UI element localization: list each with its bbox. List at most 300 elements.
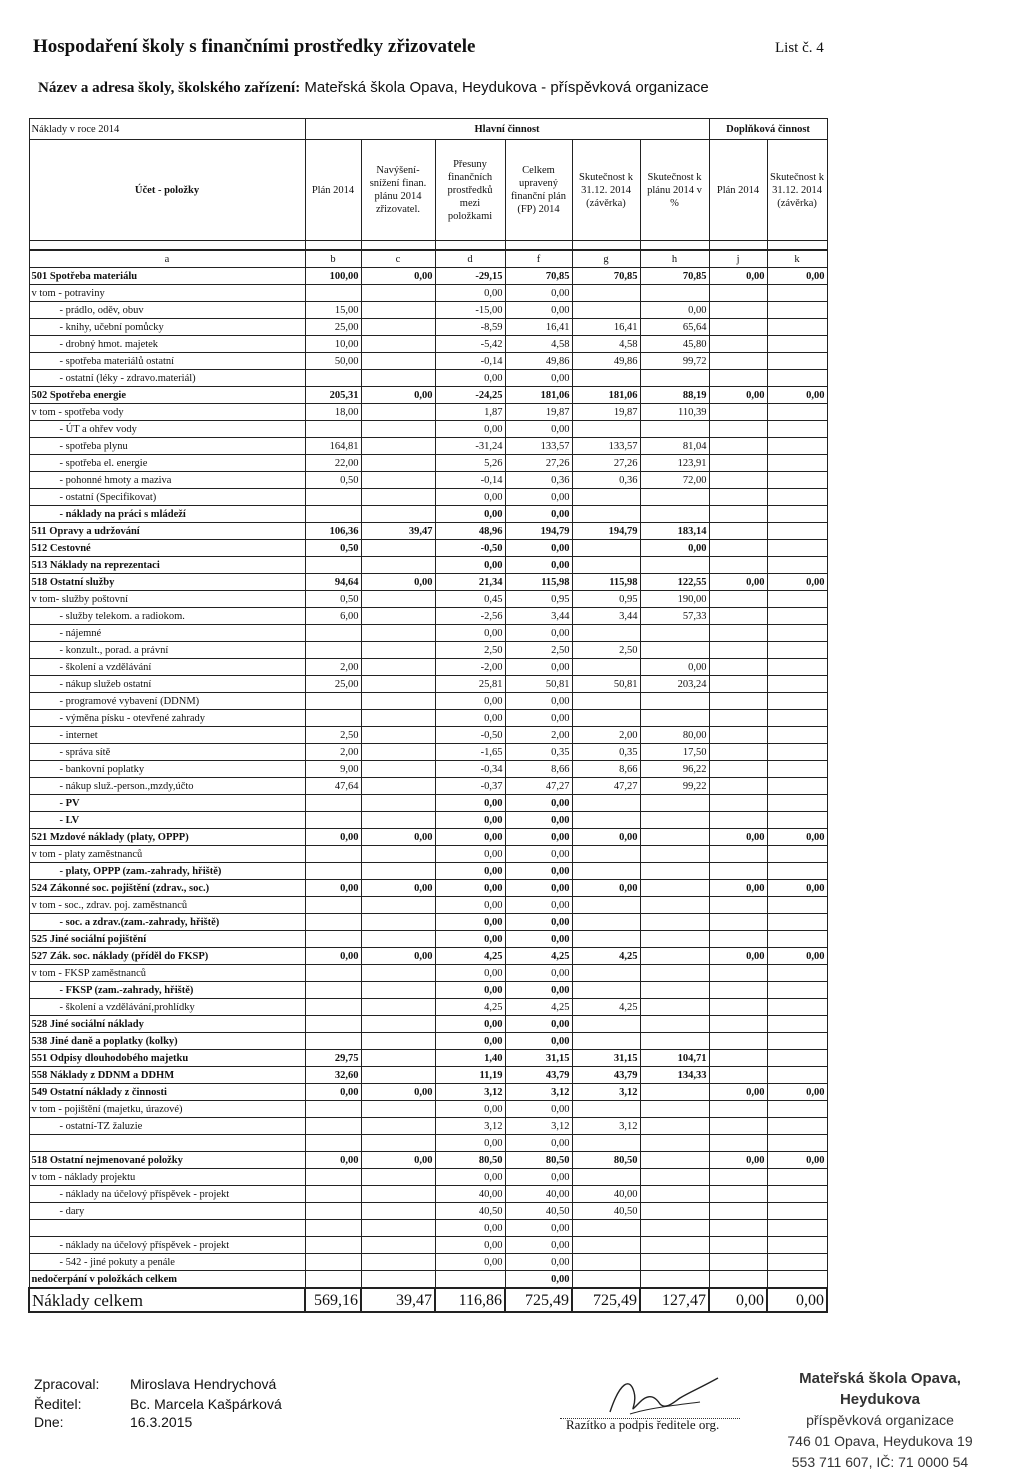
cell-k (767, 846, 827, 863)
table-row (29, 897, 827, 914)
table-row (29, 982, 827, 999)
cell-b (305, 863, 361, 880)
cell-j: 0,00 (709, 1152, 767, 1169)
cell-j (709, 1067, 767, 1084)
cell-f: 4,58 (505, 336, 572, 353)
cell-h: 104,71 (640, 1050, 709, 1067)
cell-c (361, 1033, 435, 1050)
cell-b: 29,75 (305, 1050, 361, 1067)
cell-b (305, 982, 361, 999)
table-row (29, 863, 827, 880)
cell-f: 0,00 (505, 659, 572, 676)
row-label: - ostatní (Specifikovat) (29, 489, 305, 506)
table-row (29, 370, 827, 387)
cell-b (305, 489, 361, 506)
cell-j (709, 863, 767, 880)
cell-h: 96,22 (640, 761, 709, 778)
cell-j (709, 472, 767, 489)
row-label: - dary (29, 1203, 305, 1220)
cell-d: -15,00 (435, 302, 505, 319)
cell-h (640, 1254, 709, 1271)
cell-j: 0,00 (709, 268, 767, 285)
row-label: 502 Spotřeba energie (29, 387, 305, 404)
cell-c (361, 1186, 435, 1203)
column-letters (29, 250, 827, 268)
row-label: - služby telekom. a radiokom. (29, 608, 305, 625)
cell-b (305, 1033, 361, 1050)
date-label: Dne: (34, 1414, 64, 1430)
cell-j (709, 1220, 767, 1237)
table-row (29, 914, 827, 931)
stamp-line-2: příspěvková organizace (806, 1412, 954, 1428)
cell-g: 0,00 (572, 829, 640, 846)
cell-h (640, 948, 709, 965)
cell-k (767, 421, 827, 438)
cell-f: 0,00 (505, 931, 572, 948)
cell-d: 25,81 (435, 676, 505, 693)
cell-f: 27,26 (505, 455, 572, 472)
cell-h (640, 1152, 709, 1169)
cell-k (767, 1016, 827, 1033)
cell-c: 39,47 (361, 1288, 435, 1312)
cell-f: 0,00 (505, 1237, 572, 1254)
letter-j: j (709, 250, 767, 268)
cell-b: 100,00 (305, 268, 361, 285)
cell-j (709, 625, 767, 642)
cell-d: 40,00 (435, 1186, 505, 1203)
cell-g: 2,50 (572, 642, 640, 659)
cell-j (709, 523, 767, 540)
cell-h (640, 846, 709, 863)
cell-c (361, 761, 435, 778)
cell-k (767, 778, 827, 795)
cell-g (572, 302, 640, 319)
cell-b: 18,00 (305, 404, 361, 421)
cell-h: 0,00 (640, 659, 709, 676)
cell-b: 106,36 (305, 523, 361, 540)
cell-k (767, 455, 827, 472)
cell-h (640, 1271, 709, 1289)
cell-b (305, 1016, 361, 1033)
cell-c (361, 863, 435, 880)
cell-g (572, 1101, 640, 1118)
row-label: - ÚT a ohřev vody (29, 421, 305, 438)
table-row (29, 1135, 827, 1152)
cell-g: 31,15 (572, 1050, 640, 1067)
cell-b (305, 710, 361, 727)
cell-d: 0,00 (435, 710, 505, 727)
cell-h (640, 880, 709, 897)
row-label: - školení a vzdělávání (29, 659, 305, 676)
cell-j (709, 421, 767, 438)
cell-j (709, 812, 767, 829)
cell-g: 194,79 (572, 523, 640, 540)
cell-g: 4,58 (572, 336, 640, 353)
row-label: Náklady celkem (29, 1288, 305, 1312)
cell-g: 27,26 (572, 455, 640, 472)
organization-label: Název a adresa školy, školského zařízení: (38, 80, 301, 96)
cell-g: 40,00 (572, 1186, 640, 1203)
table-row (29, 540, 827, 557)
cell-j (709, 965, 767, 982)
director-signature (600, 1372, 720, 1420)
cell-k (767, 1271, 827, 1289)
row-label: - konzult., porad. a právní (29, 642, 305, 659)
cell-b: 0,00 (305, 829, 361, 846)
cell-k (767, 863, 827, 880)
cell-h (640, 1084, 709, 1101)
row-label: - správa sítě (29, 744, 305, 761)
table-row (29, 455, 827, 472)
cell-j (709, 795, 767, 812)
cell-d: 0,00 (435, 914, 505, 931)
cell-g (572, 540, 640, 557)
cell-g: 2,00 (572, 727, 640, 744)
cell-j (709, 1254, 767, 1271)
cell-g (572, 370, 640, 387)
cell-j (709, 285, 767, 302)
cell-f: 0,00 (505, 370, 572, 387)
cell-h (640, 795, 709, 812)
cell-g: 40,50 (572, 1203, 640, 1220)
cell-b: 2,00 (305, 659, 361, 676)
cell-k (767, 319, 827, 336)
letter-g: g (572, 250, 640, 268)
cell-d (435, 1271, 505, 1289)
cell-b: 164,81 (305, 438, 361, 455)
cell-b (305, 642, 361, 659)
cell-f: 0,00 (505, 710, 572, 727)
row-label: 528 Jiné sociální náklady (29, 1016, 305, 1033)
letter-f: f (505, 250, 572, 268)
cell-k (767, 591, 827, 608)
cell-j (709, 1118, 767, 1135)
row-label: v tom - platy zaměstnanců (29, 846, 305, 863)
cell-f: 50,81 (505, 676, 572, 693)
cell-g: 49,86 (572, 353, 640, 370)
cell-b (305, 1254, 361, 1271)
table-row (29, 591, 827, 608)
table-row (29, 1016, 827, 1033)
cell-d: -1,65 (435, 744, 505, 761)
cell-d: 116,86 (435, 1288, 505, 1312)
cell-j (709, 302, 767, 319)
cell-d: 5,26 (435, 455, 505, 472)
table-row (29, 1118, 827, 1135)
cell-b: 25,00 (305, 676, 361, 693)
row-label: - ostatní (léky - zdravo.materiál) (29, 370, 305, 387)
cell-b (305, 421, 361, 438)
cell-j (709, 353, 767, 370)
cell-b (305, 931, 361, 948)
cell-b (305, 1135, 361, 1152)
cell-h (640, 1169, 709, 1186)
table-row (29, 965, 827, 982)
table-row (29, 387, 827, 404)
cell-f: 43,79 (505, 1067, 572, 1084)
cell-f: 0,36 (505, 472, 572, 489)
cell-g (572, 1271, 640, 1289)
cell-b (305, 506, 361, 523)
cell-f: 0,00 (505, 1033, 572, 1050)
cell-j (709, 642, 767, 659)
cell-c (361, 931, 435, 948)
cell-h: 72,00 (640, 472, 709, 489)
cell-g: 80,50 (572, 1152, 640, 1169)
stamp-line-1: Mateřská škola Opava, Heydukova (799, 1370, 961, 1408)
cell-j (709, 1271, 767, 1289)
letter-c: c (361, 250, 435, 268)
cell-k (767, 744, 827, 761)
cell-h: 183,14 (640, 523, 709, 540)
cell-b (305, 897, 361, 914)
cell-j (709, 897, 767, 914)
cell-k: 0,00 (767, 387, 827, 404)
cell-f: 0,00 (505, 489, 572, 506)
side-activity-header: Doplňková činnost (709, 119, 827, 140)
row-label: - náklady na účelový příspěvek - projekt (29, 1237, 305, 1254)
cell-g: 0,36 (572, 472, 640, 489)
row-label: - náklady na účelový příspěvek - projekt (29, 1186, 305, 1203)
cell-d: 0,00 (435, 829, 505, 846)
sheet-number: List č. 4 (775, 40, 824, 56)
cell-g (572, 1169, 640, 1186)
cell-b: 94,64 (305, 574, 361, 591)
cell-b (305, 1186, 361, 1203)
cell-g (572, 557, 640, 574)
cell-d: -0,50 (435, 727, 505, 744)
cell-c: 0,00 (361, 268, 435, 285)
cell-h (640, 285, 709, 302)
cell-h: 122,55 (640, 574, 709, 591)
cell-k (767, 931, 827, 948)
cell-f: 0,00 (505, 846, 572, 863)
cell-k (767, 540, 827, 557)
cell-k (767, 523, 827, 540)
cell-d: 1,87 (435, 404, 505, 421)
cell-d: -31,24 (435, 438, 505, 455)
row-label (29, 1220, 305, 1237)
cell-d: 0,00 (435, 421, 505, 438)
cell-b (305, 795, 361, 812)
cell-j (709, 438, 767, 455)
row-label: - FKSP (zam.-zahrady, hřiště) (29, 982, 305, 999)
table-row (29, 1050, 827, 1067)
table-row (29, 1220, 827, 1237)
cell-k (767, 761, 827, 778)
table-row (29, 829, 827, 846)
cell-d: 11,19 (435, 1067, 505, 1084)
cell-d: 0,00 (435, 1220, 505, 1237)
row-label: v tom - spotřeba vody (29, 404, 305, 421)
table-row (29, 353, 827, 370)
page-title: Hospodaření školy s finančními prostředky zřizovatele (33, 36, 476, 57)
table-row (29, 778, 827, 795)
cell-b (305, 846, 361, 863)
cell-j (709, 1033, 767, 1050)
cell-c (361, 1237, 435, 1254)
table-row (29, 948, 827, 965)
row-label: nedočerpání v položkách celkem (29, 1271, 305, 1289)
cell-j: 0,00 (709, 1288, 767, 1312)
cell-g: 0,95 (572, 591, 640, 608)
col-header-adjustment: Navýšení-snížení finan. plánu 2014 zřizovatel. (361, 140, 435, 241)
cell-k (767, 642, 827, 659)
cell-b: 2,50 (305, 727, 361, 744)
table-row (29, 523, 827, 540)
cell-c (361, 557, 435, 574)
cell-d: 0,00 (435, 1254, 505, 1271)
cell-c (361, 676, 435, 693)
row-label: 518 Ostatní služby (29, 574, 305, 591)
cell-g: 19,87 (572, 404, 640, 421)
cell-g: 4,25 (572, 999, 640, 1016)
cell-j (709, 761, 767, 778)
cell-f: 3,12 (505, 1118, 572, 1135)
cell-d: 0,00 (435, 506, 505, 523)
cell-f: 0,00 (505, 982, 572, 999)
table-row (29, 710, 827, 727)
cell-d: 0,00 (435, 1101, 505, 1118)
cell-d: 0,00 (435, 1016, 505, 1033)
cell-k (767, 1203, 827, 1220)
cell-h (640, 1135, 709, 1152)
cell-d: 0,00 (435, 982, 505, 999)
cell-g: 115,98 (572, 574, 640, 591)
cell-b (305, 693, 361, 710)
cell-h (640, 1203, 709, 1220)
cell-d: 0,00 (435, 1033, 505, 1050)
cell-d: 0,00 (435, 931, 505, 948)
cell-f: 0,00 (505, 285, 572, 302)
letter-k: k (767, 250, 827, 268)
cell-d: -8,59 (435, 319, 505, 336)
cell-g: 0,35 (572, 744, 640, 761)
cell-b: 47,64 (305, 778, 361, 795)
cell-c: 0,00 (361, 387, 435, 404)
cell-j (709, 336, 767, 353)
table-row (29, 693, 827, 710)
cell-h (640, 625, 709, 642)
table-row (29, 1084, 827, 1101)
cell-k (767, 472, 827, 489)
row-label: v tom - pojištění (majetku, úrazové) (29, 1101, 305, 1118)
cell-d: -0,14 (435, 353, 505, 370)
cell-h: 81,04 (640, 438, 709, 455)
cell-g: 16,41 (572, 319, 640, 336)
cell-j (709, 540, 767, 557)
cell-f: 16,41 (505, 319, 572, 336)
row-label: 501 Spotřeba materiálu (29, 268, 305, 285)
row-label: v tom- služby poštovní (29, 591, 305, 608)
cell-g (572, 965, 640, 982)
cell-c (361, 404, 435, 421)
cell-b: 32,60 (305, 1067, 361, 1084)
table-row (29, 1186, 827, 1203)
cell-d: -5,42 (435, 336, 505, 353)
cell-g (572, 795, 640, 812)
row-label: - knihy, učební pomůcky (29, 319, 305, 336)
cell-j (709, 1101, 767, 1118)
cell-g (572, 506, 640, 523)
row-label: - internet (29, 727, 305, 744)
cell-h (640, 506, 709, 523)
cell-k (767, 1254, 827, 1271)
table-row (29, 1033, 827, 1050)
cell-f: 0,00 (505, 540, 572, 557)
cell-k: 0,00 (767, 1084, 827, 1101)
cell-b (305, 625, 361, 642)
cell-j (709, 1203, 767, 1220)
cell-j (709, 1186, 767, 1203)
cell-k (767, 1237, 827, 1254)
table-row (29, 727, 827, 744)
cell-h (640, 1186, 709, 1203)
row-label: - spotřeba materiálů ostatní (29, 353, 305, 370)
cell-j (709, 1237, 767, 1254)
cell-d: -0,34 (435, 761, 505, 778)
cell-g (572, 914, 640, 931)
cell-c (361, 778, 435, 795)
cell-k: 0,00 (767, 574, 827, 591)
letter-a: a (29, 250, 305, 268)
cell-f: 80,50 (505, 1152, 572, 1169)
cell-j (709, 710, 767, 727)
cell-k (767, 982, 827, 999)
cell-c (361, 319, 435, 336)
col-header-adjusted-plan: Celkem upravený finanční plán (FP) 2014 (505, 140, 572, 241)
letter-h: h (640, 250, 709, 268)
cell-d: 0,00 (435, 880, 505, 897)
cell-j (709, 846, 767, 863)
cell-f: 0,00 (505, 1254, 572, 1271)
cell-h (640, 642, 709, 659)
cell-f: 0,00 (505, 421, 572, 438)
cell-d: -29,15 (435, 268, 505, 285)
cell-g (572, 285, 640, 302)
cell-d: 0,00 (435, 489, 505, 506)
cell-c (361, 591, 435, 608)
table-row (29, 557, 827, 574)
cell-d: -2,00 (435, 659, 505, 676)
cell-f: 0,00 (505, 693, 572, 710)
row-label: 538 Jiné daně a poplatky (kolky) (29, 1033, 305, 1050)
cell-f: 0,00 (505, 1016, 572, 1033)
cell-h (640, 370, 709, 387)
cell-c (361, 795, 435, 812)
row-label: - spotřeba plynu (29, 438, 305, 455)
table-row (29, 506, 827, 523)
cell-f: 0,00 (505, 965, 572, 982)
cell-h: 88,19 (640, 387, 709, 404)
cell-k (767, 608, 827, 625)
letter-d: d (435, 250, 505, 268)
row-label: v tom - FKSP zaměstnanců (29, 965, 305, 982)
cell-g: 3,44 (572, 608, 640, 625)
cell-h (640, 1237, 709, 1254)
cell-g: 8,66 (572, 761, 640, 778)
cell-b (305, 1101, 361, 1118)
cell-k: 0,00 (767, 1288, 827, 1312)
row-label: - školení a vzdělávání,prohlídky (29, 999, 305, 1016)
cell-c (361, 642, 435, 659)
cell-h (640, 1016, 709, 1033)
row-label: 527 Zák. soc. náklady (příděl do FKSP) (29, 948, 305, 965)
cell-j (709, 608, 767, 625)
cell-b: 9,00 (305, 761, 361, 778)
cell-k (767, 1186, 827, 1203)
cell-k (767, 676, 827, 693)
